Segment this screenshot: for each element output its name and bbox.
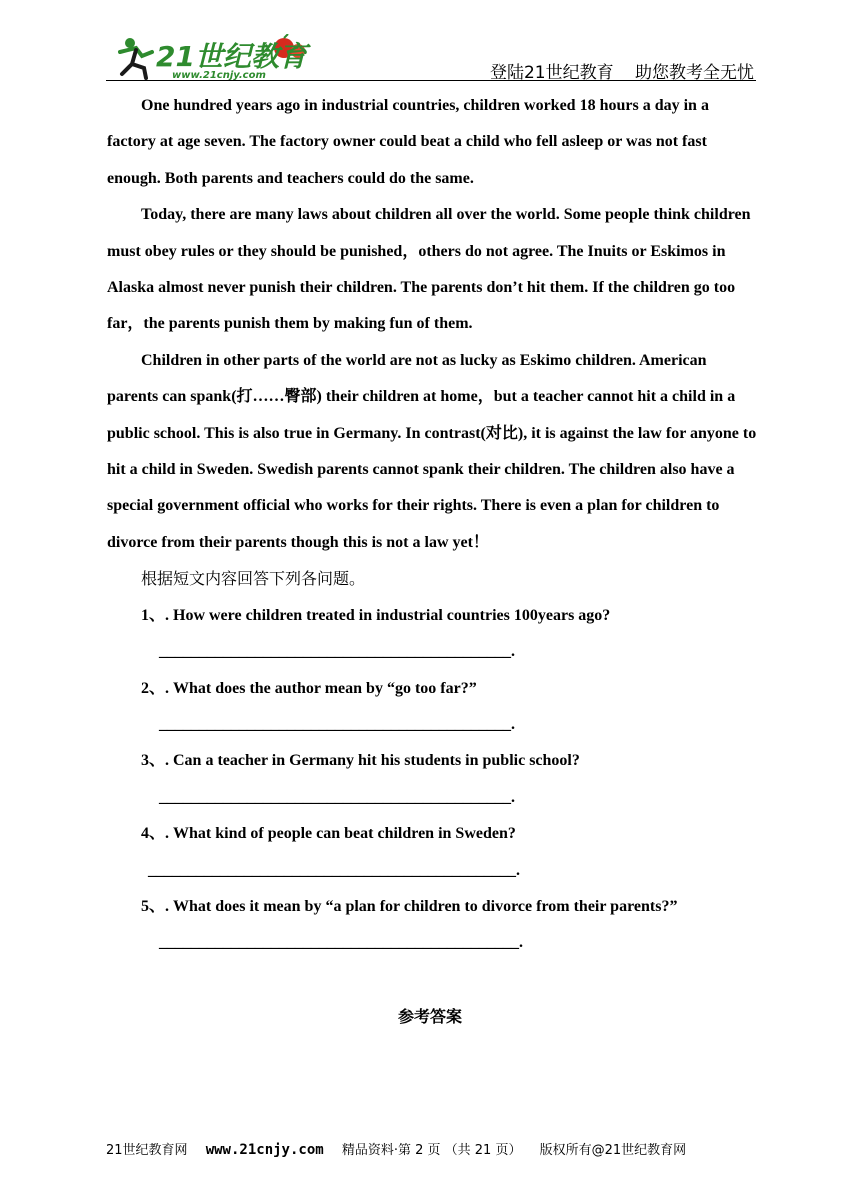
answer-blank-2: ____________________________________________. [159, 715, 515, 733]
footer-page-info: 精品资料·第 2 页 （共 21 页） [341, 1143, 522, 1158]
footer-site-name: 21世纪教育网 [106, 1143, 188, 1158]
site-logo [112, 34, 312, 80]
answer-key-title: 参考答案 [397, 1007, 462, 1026]
question-2: 2、. What does the author mean by “go too far?” [141, 679, 477, 697]
question-instruction: 根据短文内容回答下列各问题。 [141, 569, 366, 589]
footer-url[interactable]: www.21cnjy.com [205, 1142, 324, 1158]
footer-copyright: 版权所有@21世纪教育网 [539, 1143, 687, 1158]
logo-text: 21世纪教育 [156, 40, 307, 73]
answer-blank-3: ____________________________________________. [159, 788, 515, 806]
answer-blank-1: ____________________________________________. [159, 643, 515, 661]
passage-paragraph-2: Today, there are many laws about children all over the world. Some people think children must obey rules or they should be punished，others do not agree. The Inuits or Eskimos in Alaska almost never punish their children. The parents don’t hit them. If the children go too far，the parents punish them by making fun of them. [107, 206, 751, 333]
passage-paragraph-3: Children in other parts of the world are not as lucky as Eskimo children. American parents can spank(打……臀部) their children at home，but a teacher cannot hit a child in a public school. This is also true in Germany. In contrast(对比), it is against the law for anyone to hit a child in Sweden. Swedish parents cannot spank their children. The children also have a special government official who works for their rights. There is even a plan for children to divorce from their parents though this is not a law yet！ [107, 351, 757, 551]
passage-paragraph-1: One hundred years ago in industrial countries, children worked 18 hours a day in a factory at age seven. The factory owner could beat a child who fell asleep or was not fast enough. Both parents and teachers could do the same. [107, 97, 709, 187]
logo-url-text: www.21cnjy.com [172, 70, 266, 80]
question-4: 4、. What kind of people can beat children in Sweden? [141, 825, 516, 843]
question-1: 1、. How were children treated in industrial countries 100years ago? [141, 606, 611, 624]
page-header [106, 30, 756, 82]
header-divider [106, 80, 756, 81]
question-5: 5、. What does it mean by “a plan for children to divorce from their parents?” [141, 897, 678, 915]
answer-blank-4: ______________________________________________. [148, 861, 520, 879]
answer-blank-5: _____________________________________________. [159, 934, 523, 952]
page-footer [106, 1139, 700, 1158]
header-slogan: 登陆21世纪教育 助您教考全无忧 [489, 63, 754, 83]
question-3: 3、. Can a teacher in Germany hit his students in public school? [141, 752, 580, 770]
running-figure-icon [120, 38, 152, 78]
document-body [107, 88, 757, 962]
